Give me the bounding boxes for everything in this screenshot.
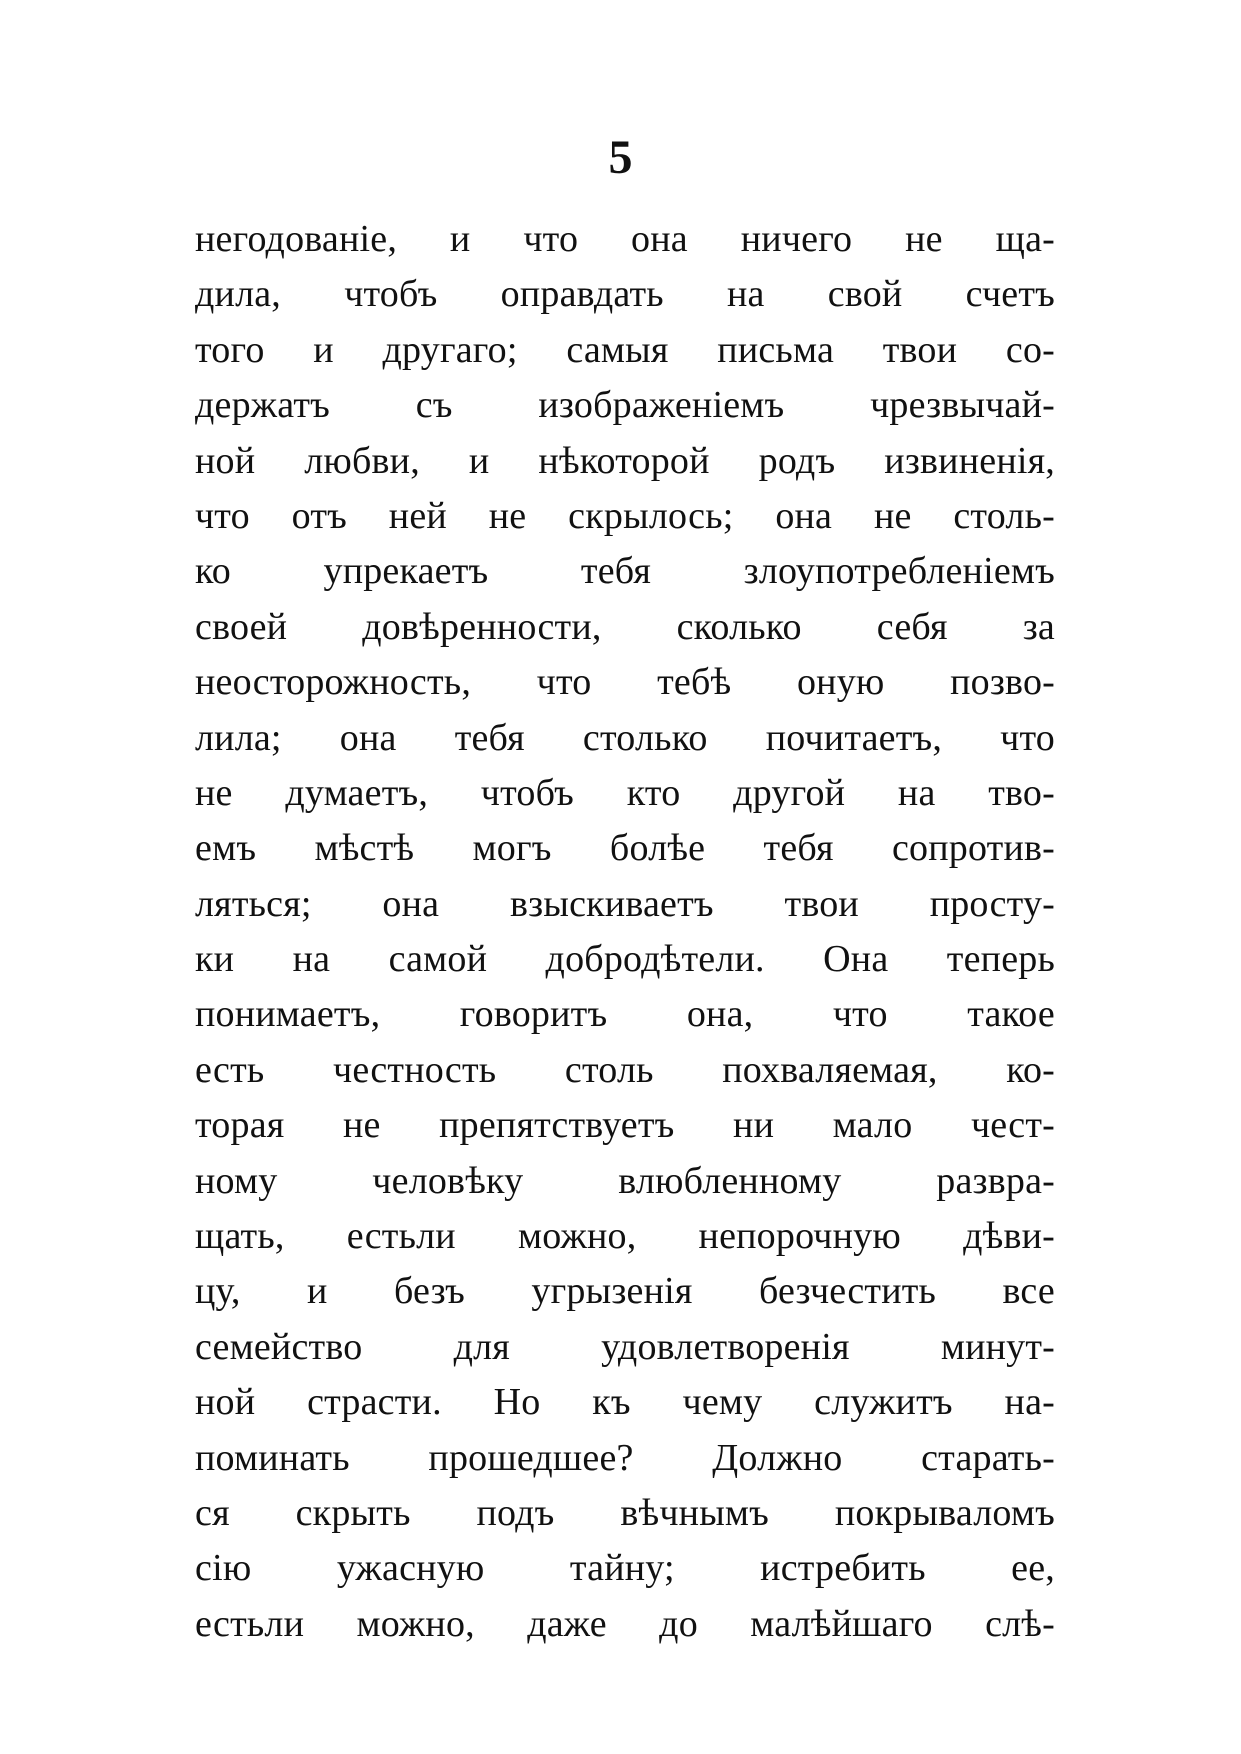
text-line: семейство для удовлетворенія минут- <box>195 1325 1055 1368</box>
text-line: не думаетъ, чтобъ кто другой на тво- <box>195 771 1055 814</box>
text-line: щать, естьли можно, непорочную дѣви- <box>195 1215 1055 1258</box>
text-line: есть честность столь похваляемая, ко- <box>195 1048 1055 1091</box>
text-line: того и другаго; самыя письма твои со- <box>195 328 1055 371</box>
text-line: лила; она тебя столько почитаетъ, что <box>195 716 1055 759</box>
text-line: естьли можно, даже до малѣйшаго слѣ- <box>195 1602 1055 1645</box>
text-line: держатъ съ изображеніемъ чрезвычай- <box>195 384 1055 427</box>
text-line: ной любви, и нѣкоторой родъ извиненія, <box>195 439 1055 482</box>
text-line: емъ мѣстѣ могъ болѣе тебя сопротив- <box>195 827 1055 870</box>
text-line: понимаетъ, говоритъ она, что такое <box>195 993 1055 1036</box>
text-line: ляться; она взыскиваетъ твои просту- <box>195 882 1055 925</box>
text-line: ко упрекаетъ тебя злоупотребленіемъ <box>195 550 1055 593</box>
text-line: дила, чтобъ оправдать на свой счетъ <box>195 273 1055 316</box>
text-line: торая не препятствуетъ ни мало чест- <box>195 1104 1055 1147</box>
body-text <box>195 212 1055 1652</box>
page-number: 5 <box>608 131 633 184</box>
text-line: ному человѣку влюбленному развра- <box>195 1159 1055 1202</box>
text-line: сію ужасную тайну; истребить ее, <box>195 1547 1055 1590</box>
text-line: поминать прошедшее? Должно старать- <box>195 1436 1055 1479</box>
text-line: ки на самой добродѣтели. Она теперь <box>195 938 1055 981</box>
text-line: ся скрыть подъ вѣчнымъ покрываломъ <box>195 1491 1055 1534</box>
text-line: негодованіе, и что она ничего не ща- <box>195 218 1055 260</box>
text-line: ной страсти. Но къ чему служитъ на- <box>195 1381 1055 1424</box>
text-line: неосторожность, что тебѣ оную позво- <box>195 661 1055 704</box>
text-line: что отъ ней не скрылось; она не столь- <box>195 494 1055 537</box>
text-line: своей довѣренности, сколько себя за <box>195 605 1055 648</box>
text-line: цу, и безъ угрызенія безчестить все <box>195 1270 1055 1313</box>
